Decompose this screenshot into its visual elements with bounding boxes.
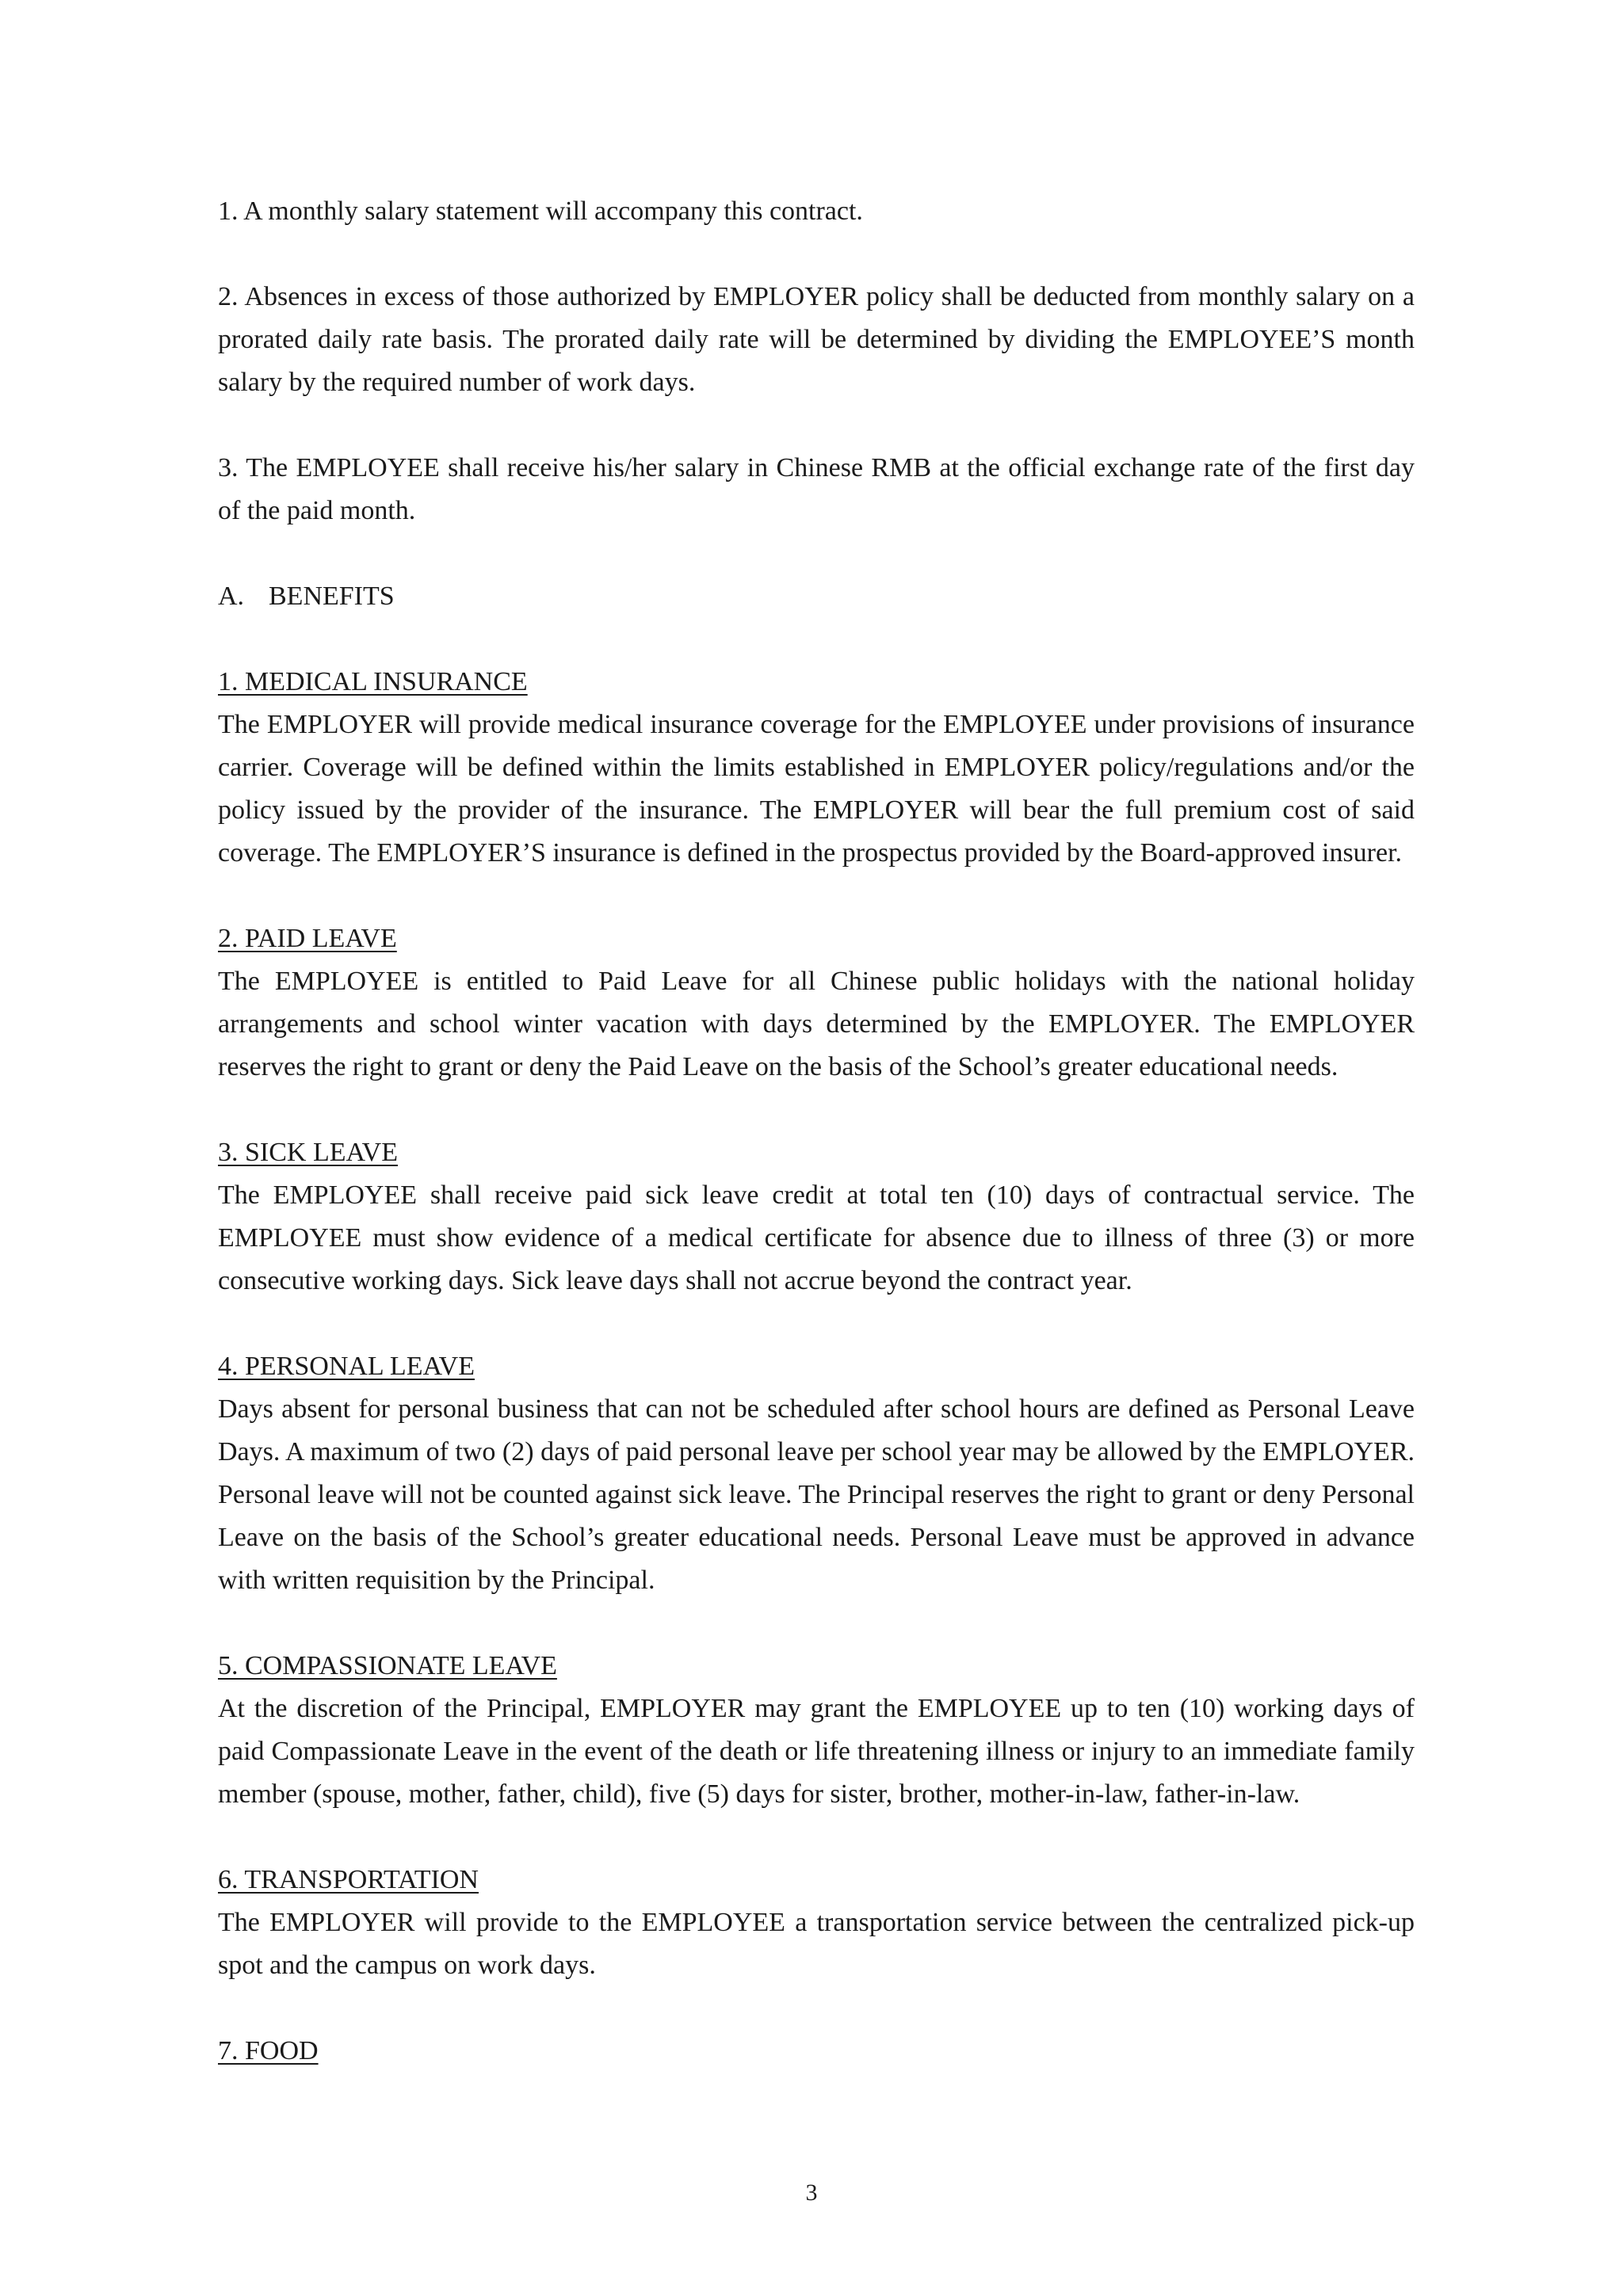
section-medical-insurance (218, 661, 1415, 875)
page-number: 3 (805, 2180, 818, 2206)
section-heading: 2. PAID LEAVE (218, 924, 397, 953)
section-paid-leave (218, 917, 1415, 1089)
benefits-heading (218, 575, 1415, 618)
section-heading: 7. FOOD (218, 2036, 319, 2065)
section-heading: 5. COMPASSIONATE LEAVE (218, 1651, 557, 1680)
section-heading: 1. MEDICAL INSURANCE (218, 667, 528, 696)
section-compassionate-leave (218, 1645, 1415, 1816)
section-body: The EMPLOYER will provide to the EMPLOYEE a transportation service between the centralized pick-up spot and the campus on work days. (218, 1908, 1415, 1980)
section-body: Days absent for personal business that can not be scheduled after school hours are defined as Personal Leave Days. A maximum of two (2) days of paid personal leave per school year may be allowed by the EMPLOYER. Personal leave will not be counted against sick leave. The Principal reserves the right to grant or deny Personal Leave on the basis of the School’s greater educational needs. Personal Leave must be approved in advance with written requisition by the Principal. (218, 1394, 1415, 1595)
section-body: The EMPLOYEE shall receive paid sick leave credit at total ten (10) days of contractual service. The EMPLOYEE must show evidence of a medical certificate for absence due to illness of three (3) or more consecutive working days. Sick leave days shall not accrue beyond the contract year. (218, 1180, 1415, 1295)
section-personal-leave (218, 1345, 1415, 1602)
absences-paragraph: 2. Absences in excess of those authorized by EMPLOYER policy shall be deducted from monthly salary on a prorated daily rate basis. The prorated daily rate will be determined by dividing the EMPLOYEE’S month salary by the required number of work days. (218, 282, 1415, 397)
section-transportation (218, 1859, 1415, 1987)
salary-statement-paragraph: 1. A monthly salary statement will accompany this contract. (218, 196, 863, 226)
benefits-title: BENEFITS (269, 582, 395, 611)
section-food (218, 2030, 1415, 2073)
document-page (218, 190, 1415, 2073)
benefits-letter: A. (218, 582, 245, 611)
section-heading: 6. TRANSPORTATION (218, 1865, 479, 1894)
section-body: The EMPLOYEE is entitled to Paid Leave for all Chinese public holidays with the national holiday arrangements and school winter vacation with days determined by the EMPLOYER. The EMPLOYER reserves the right to grant or deny the Paid Leave on the basis of the School’s greater educational needs. (218, 967, 1415, 1081)
section-body: The EMPLOYER will provide medical insurance coverage for the EMPLOYEE under provisions of insurance carrier. Coverage will be defined within the limits established in EMPLOYER policy/regulations and/or the policy issued by the provider of the insurance. The EMPLOYER will bear the full premium cost of said coverage. The EMPLOYER’S insurance is defined in the prospectus provided by the Board-approved insurer. (218, 710, 1415, 868)
section-heading: 3. SICK LEAVE (218, 1138, 398, 1167)
section-heading: 4. PERSONAL LEAVE (218, 1352, 475, 1381)
section-sick-leave (218, 1131, 1415, 1302)
section-body: At the discretion of the Principal, EMPLOYER may grant the EMPLOYEE up to ten (10) working days of paid Compassionate Leave in the event of the death or life threatening illness or injury to an immediate family member (spouse, mother, father, child), five (5) days for sister, brother, mother-in-law, father-in-law. (218, 1694, 1415, 1809)
salary-currency-paragraph: 3. The EMPLOYEE shall receive his/her salary in Chinese RMB at the official exchange rate of the first day of the paid month. (218, 453, 1415, 525)
